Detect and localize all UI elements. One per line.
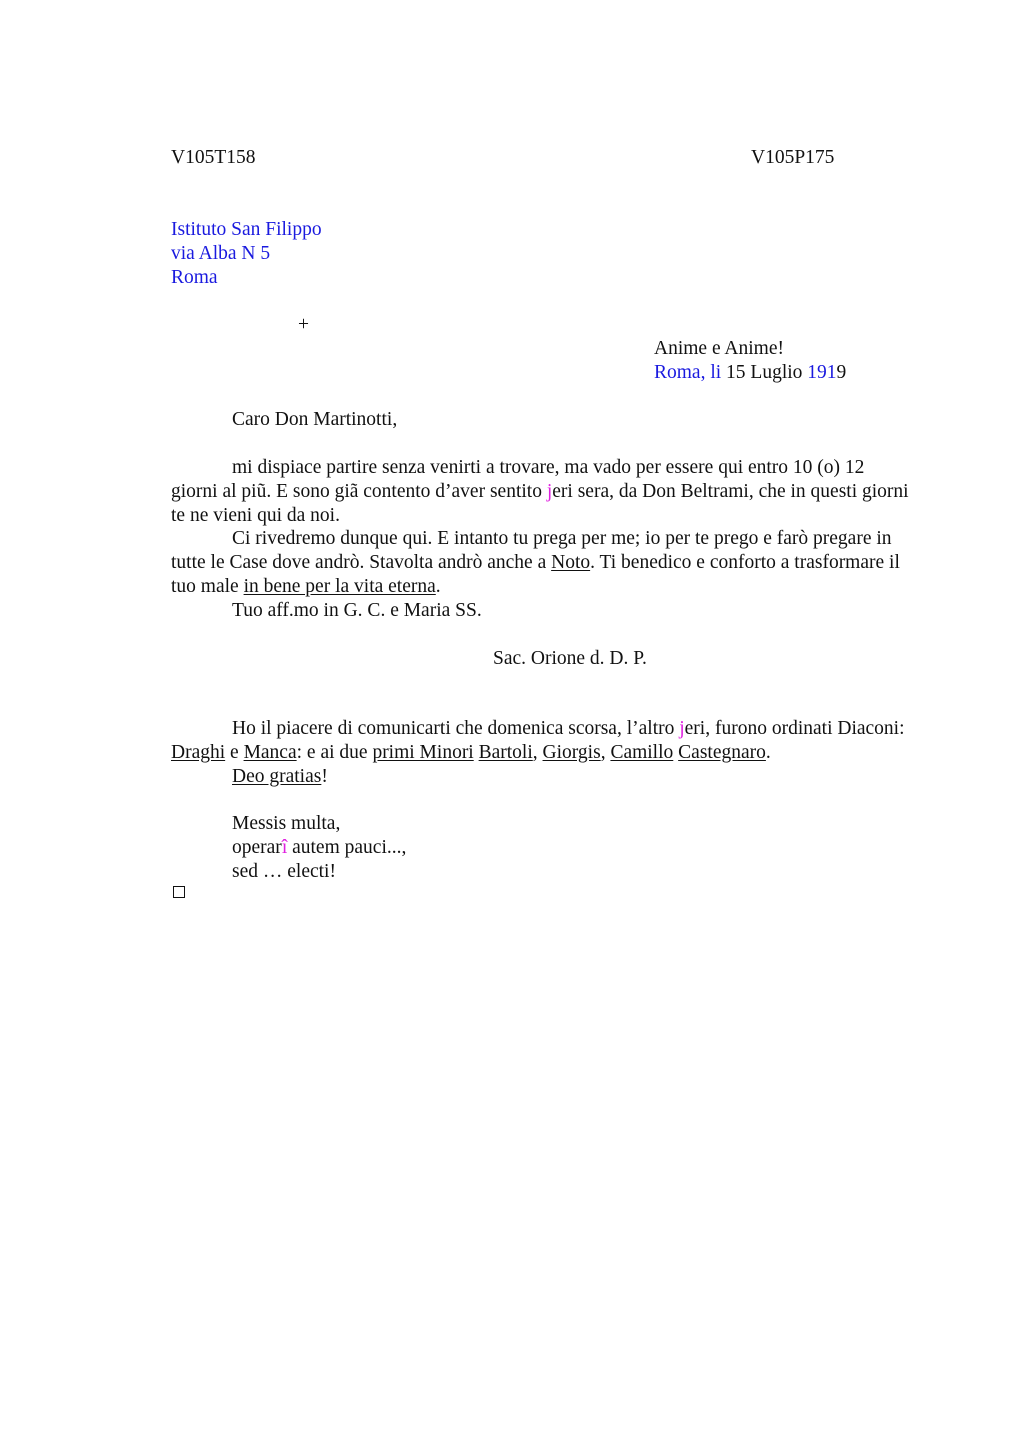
name-giorgis: Giorgis — [542, 741, 601, 763]
latin-line-2-b: autem pauci..., — [287, 837, 407, 858]
separator: . — [765, 741, 771, 763]
latin-line-1: Messis multa, — [232, 813, 341, 834]
dateline-day-month: 15 Luglio — [726, 362, 803, 383]
paragraph-2-text-b: . Ti benedico e conforto a trasformare il tuo male — [171, 552, 900, 597]
postscript-text-a: Ho il piacere di comunicarti che domenica scorsa, l’altro — [232, 718, 680, 739]
name-castegnaro: Castegnaro — [678, 741, 766, 763]
dateline-place: Roma, li — [654, 362, 722, 383]
postscript-text-b: eri, furono ordinati Diaconi: — [684, 718, 905, 739]
paragraph-1 — [171, 456, 911, 527]
separator: , — [600, 741, 611, 763]
paragraph-1-text-b: eri sera, da Don Beltrami, che in questi giorni te ne vieni qui da noi. — [171, 480, 909, 526]
postscript-paragraph — [171, 717, 911, 765]
deo-gratias: Deo gratias — [232, 765, 322, 787]
name-manca: Manca — [243, 741, 297, 763]
signature: Sac. Orione d. D. P. — [493, 648, 647, 669]
name-draghi: Draghi — [171, 741, 226, 763]
name-bartoli: Bartoli — [478, 741, 533, 763]
dateline-year-written: 9 — [836, 362, 847, 383]
deo-gratias-line — [171, 765, 911, 789]
correction-mark: j — [679, 718, 685, 739]
exclamation: ! — [321, 765, 328, 787]
underlined-phrase: in bene per la vita eterna — [243, 575, 436, 597]
paragraph-2-text-c: . — [435, 575, 441, 597]
letterhead-line-1: Istituto San Filippo — [171, 219, 322, 240]
separator: , — [532, 741, 543, 763]
document-code-left: V105T158 — [171, 147, 256, 168]
salutation: Caro Don Martinotti, — [232, 409, 398, 430]
paragraph-2 — [171, 527, 911, 598]
underlined-noto: Noto — [551, 552, 591, 574]
letterhead-line-2: via Alba N 5 — [171, 243, 271, 264]
dateline — [654, 361, 846, 385]
postscript-text-c: : e ai due — [296, 741, 373, 763]
motto: Anime e Anime! — [654, 338, 784, 359]
document-code-right: V105P175 — [751, 147, 835, 168]
conjunction: e — [225, 741, 244, 763]
letter-body — [171, 456, 911, 623]
latin-line-3: sed … electi! — [232, 861, 336, 882]
checkbox-icon — [173, 886, 185, 898]
correction-mark: j — [546, 480, 553, 502]
latin-line-2-a: operar — [232, 837, 282, 858]
dateline-year-printed: 191 — [807, 362, 837, 383]
latin-line-2 — [232, 836, 406, 860]
postscript — [171, 717, 911, 788]
cross-mark: + — [298, 314, 309, 335]
closing: Tuo aff.mo in G. C. e Maria SS. — [232, 599, 482, 621]
paragraph-1-text-a: mi dispiace partire senza venirti a trovare, ma vado per essere qui entro 10 (o) 12 giorni al piũ. E sono giã contento d’aver sentito — [171, 457, 865, 502]
paragraph-2-text-a: Ci rivedremo dunque qui. E intanto tu prega per me; io per te prego e farò pregare in tutte le Case dove andrò. Stavolta andrò anche a — [171, 528, 892, 574]
correction-mark: î — [281, 837, 288, 858]
letterhead-line-3: Roma — [171, 267, 218, 288]
name-camillo: Camillo — [610, 741, 674, 763]
primi-minori: primi Minori — [372, 741, 474, 763]
